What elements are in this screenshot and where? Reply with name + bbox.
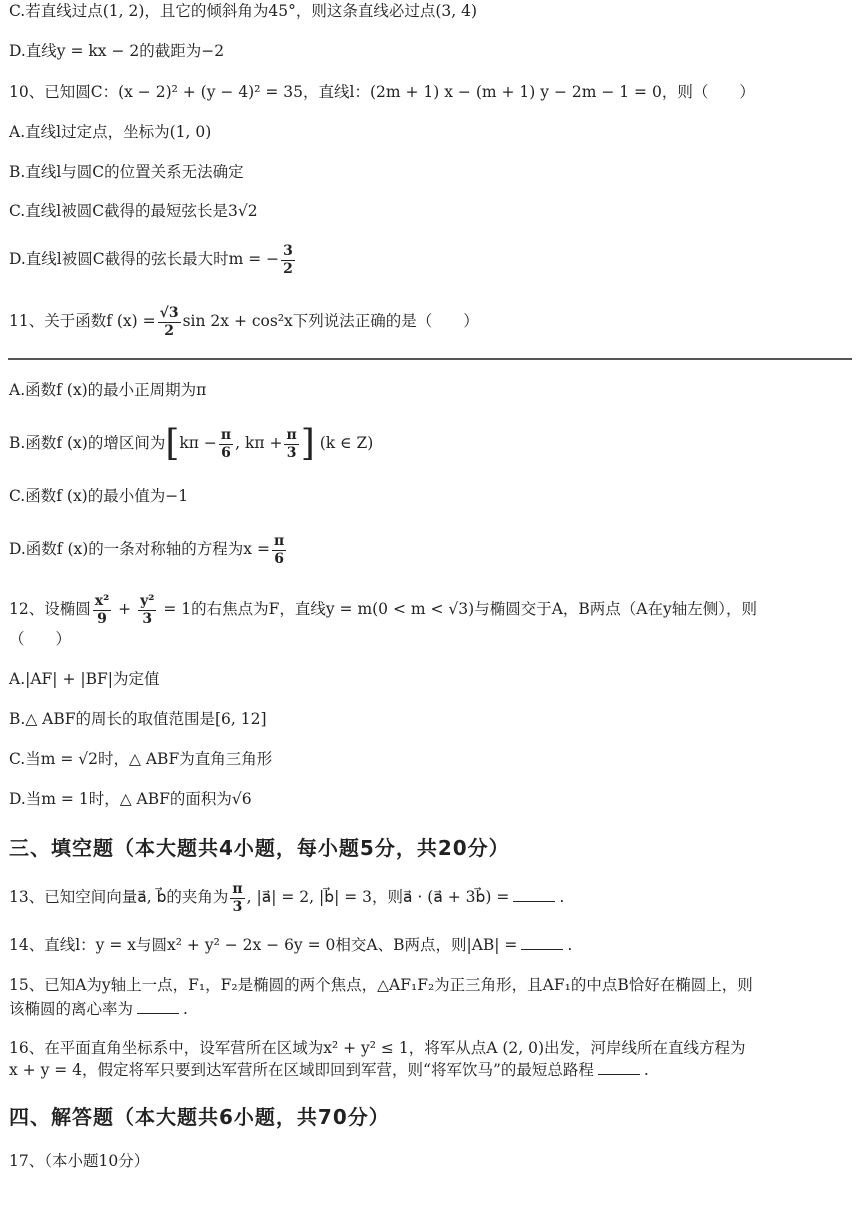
fraction-denominator: 6 bbox=[219, 444, 233, 462]
q11-option-d bbox=[9, 528, 288, 570]
fraction bbox=[219, 427, 233, 462]
q14 bbox=[9, 934, 572, 956]
left-bracket: [ bbox=[165, 423, 180, 464]
fraction-denominator: 2 bbox=[283, 260, 293, 277]
q16-line2 bbox=[9, 1059, 649, 1081]
q11-option-b-prefix: B.函数f (x)的增区间为 bbox=[9, 434, 166, 452]
q14-end: . bbox=[567, 936, 573, 954]
q13-suffix: , |a⃗| = 2, |b⃗| = 3，则a⃗ · (a⃗ + 3b⃗) = bbox=[246, 888, 510, 906]
q11-option-b-suffix: (k ∈ Z) bbox=[319, 434, 374, 452]
fraction-denominator: 3 bbox=[138, 610, 156, 628]
q11-option-a: A.函数f (x)的最小正周期为π bbox=[9, 381, 207, 399]
q11-option-d-text: D.函数f (x)的一条对称轴的方程为x = bbox=[9, 540, 270, 558]
q11-stem-suffix: sin 2x + cos²x下列说法正确的是（ ） bbox=[182, 312, 479, 330]
section-4-heading: 四、解答题（本大题共6小题，共70分） bbox=[9, 1105, 390, 1129]
fraction-denominator: 9 bbox=[93, 610, 111, 628]
q10-option-c: C.直线l被圆C截得的最短弦长是3√2 bbox=[9, 202, 258, 220]
q11-stem-prefix: 11、关于函数f (x) = bbox=[9, 312, 156, 330]
answer-blank[interactable] bbox=[513, 887, 555, 902]
section-3-heading: 三、填空题（本大题共4小题，每小题5分，共20分） bbox=[9, 836, 510, 860]
right-bracket: ] bbox=[300, 423, 315, 464]
fraction bbox=[158, 305, 181, 340]
fraction-denominator: 3 bbox=[284, 444, 298, 462]
fraction-numerator: 3 bbox=[283, 242, 293, 259]
q14-prefix: 14、直线l：y = x与圆x² + y² − 2x − 6y = 0相交A、B两点，则|AB| = bbox=[9, 936, 518, 954]
q11-stem bbox=[9, 300, 479, 342]
fraction-denominator: 2 bbox=[158, 322, 181, 340]
q17-title: 17、（本小题10分） bbox=[9, 1152, 150, 1170]
fraction-numerator: π bbox=[232, 880, 243, 897]
fraction bbox=[230, 881, 244, 916]
answer-blank[interactable] bbox=[137, 999, 179, 1014]
plus-sign: + bbox=[118, 600, 132, 618]
fraction-numerator: √3 bbox=[159, 304, 179, 321]
q12-option-b: B.△ ABF的周长的取值范围是[6, 12] bbox=[9, 710, 267, 728]
fraction bbox=[272, 533, 286, 568]
q10-option-d-text: D.直线l被圆C截得的弦长最大时m = − bbox=[9, 250, 280, 268]
fraction-numerator: y² bbox=[140, 592, 155, 609]
q11-option-b bbox=[9, 422, 373, 464]
fraction-numerator: π bbox=[273, 532, 285, 549]
q13-end: . bbox=[559, 888, 565, 906]
q16-line1: 16、在平面直角坐标系中，设军营所在区域为x² + y² ≤ 1，将军从点A (2, 0)出发，河岸线所在直线方程为 bbox=[9, 1039, 746, 1057]
q10-stem: 10、已知圆C：(x − 2)² + (y − 4)² = 35，直线l：(2m + 1) x − (m + 1) y − 2m − 1 = 0，则（ ） bbox=[9, 83, 755, 101]
q15-end: . bbox=[183, 1000, 188, 1018]
q12-stem-line2: （ ） bbox=[9, 630, 72, 648]
q13-prefix: 13、已知空间向量a⃗, b⃗的夹角为 bbox=[9, 888, 229, 906]
q10-option-a: A.直线l过定点，坐标为(1, 0) bbox=[9, 123, 212, 141]
q16-end: . bbox=[643, 1061, 649, 1079]
q12-option-a: A.|AF| + |BF|为定值 bbox=[9, 670, 160, 688]
fraction-numerator: x² bbox=[94, 592, 110, 609]
q10-option-d bbox=[9, 239, 297, 279]
answer-blank[interactable] bbox=[598, 1060, 640, 1075]
interval-left-term: kπ − bbox=[179, 434, 217, 452]
fraction-numerator: π bbox=[220, 426, 232, 443]
q13 bbox=[9, 876, 564, 918]
fraction-denominator: 3 bbox=[230, 898, 244, 916]
q12-stem-suffix: = 1的右焦点为F，直线y = m(0 < m < √3)与椭圆交于A，B两点（A在y轴左侧），则 bbox=[163, 600, 757, 618]
q15-line2 bbox=[9, 998, 188, 1020]
q12-option-d: D.当m = 1时，△ ABF的面积为√6 bbox=[9, 790, 252, 808]
q15-line1: 15、已知A为y轴上一点，F₁，F₂是椭圆的两个焦点，△AF₁F₂为正三角形，且AF₁的中点B恰好在椭圆上，则 bbox=[9, 976, 753, 994]
interval-right-term: , kπ + bbox=[235, 434, 283, 452]
q12-stem bbox=[9, 588, 757, 630]
q9-option-c: C.若直线过点(1, 2)，且它的倾斜角为45°，则这条直线必过点(3, 4) bbox=[9, 2, 478, 20]
q11-option-c: C.函数f (x)的最小值为−1 bbox=[9, 487, 189, 505]
q16-line2-text: x + y = 4，假定将军只要到达军营所在区域即回到军营，则“将军饮马”的最短总路程 bbox=[9, 1061, 594, 1079]
fraction-numerator: π bbox=[286, 426, 297, 443]
q15-line2-text: 该椭圆的离心率为 bbox=[9, 1000, 134, 1018]
fraction-denominator: 6 bbox=[272, 550, 286, 568]
q12-option-c: C.当m = √2时，△ ABF为直角三角形 bbox=[9, 750, 273, 768]
q12-stem-prefix: 12、设椭圆 bbox=[9, 600, 91, 618]
fraction bbox=[93, 593, 111, 628]
fraction bbox=[284, 427, 298, 462]
answer-blank[interactable] bbox=[521, 935, 563, 950]
fraction bbox=[138, 593, 156, 628]
page-divider bbox=[8, 358, 852, 360]
fraction bbox=[281, 243, 295, 278]
q10-option-b: B.直线l与圆C的位置关系无法确定 bbox=[9, 163, 244, 181]
q9-option-d: D.直线y = kx − 2的截距为−2 bbox=[9, 42, 225, 60]
